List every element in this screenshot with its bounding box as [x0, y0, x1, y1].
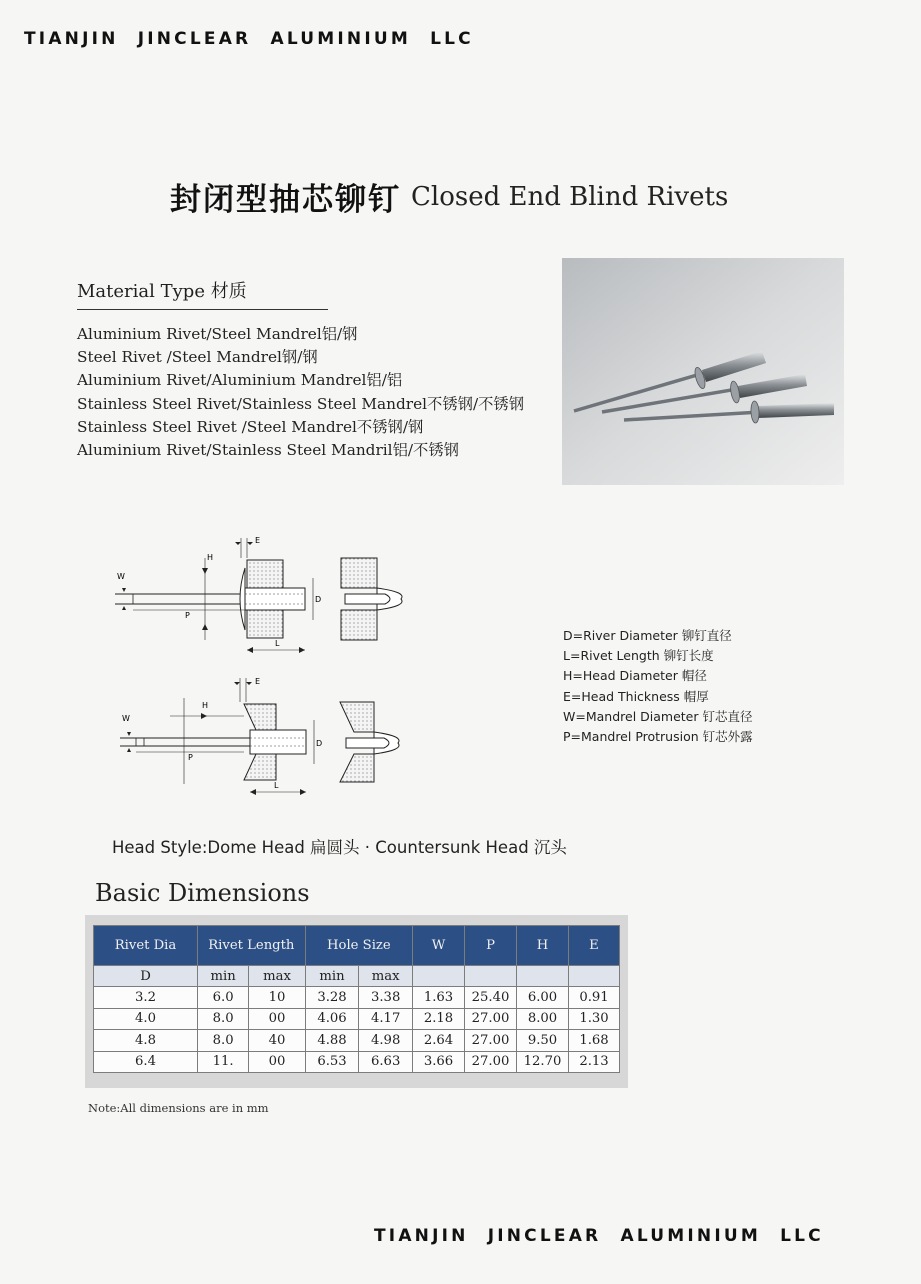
dimensions-table [93, 925, 620, 1073]
table-cell: 12.70 [517, 1051, 569, 1073]
dimensions-heading: Basic Dimensions [95, 879, 310, 907]
table-cell: 4.88 [305, 1030, 359, 1052]
table-cell: 25.40 [465, 987, 517, 1009]
dome-head-diagram [105, 530, 425, 660]
table-cell: 9.50 [517, 1030, 569, 1052]
dim-label-e: E [255, 677, 261, 686]
table-row [94, 1051, 620, 1073]
table-cell: 00 [249, 1051, 305, 1073]
legend-item: L=Rivet Length 铆钉长度 [563, 648, 714, 664]
table-cell: 40 [249, 1030, 305, 1052]
table-row [94, 987, 620, 1009]
table-cell: 1.68 [569, 1030, 620, 1052]
legend-item: W=Mandrel Diameter 钉芯直径 [563, 708, 753, 724]
dim-label-p: P [188, 753, 193, 762]
table-row [94, 1030, 620, 1052]
company-name-bottom: TIANJIN JINCLEAR ALUMINIUM LLC [374, 1226, 824, 1246]
table-cell: 1.63 [413, 987, 465, 1009]
table-cell: 4.06 [305, 1008, 359, 1030]
col-header: P [465, 926, 517, 966]
sub-header: max [359, 966, 413, 987]
material-heading: Material Type 材质 [77, 277, 328, 310]
title-english: Closed End Blind Rivets [411, 181, 729, 212]
product-photo [562, 258, 844, 485]
dim-label-l: L [274, 781, 279, 790]
table-cell: 3.28 [305, 987, 359, 1009]
sub-header: D [94, 966, 198, 987]
table-cell: 3.66 [413, 1051, 465, 1073]
table-cell: 2.64 [413, 1030, 465, 1052]
table-cell: 4.98 [359, 1030, 413, 1052]
table-header-row [94, 926, 620, 966]
legend-item: H=Head Diameter 帽径 [563, 668, 707, 684]
table-row [94, 1008, 620, 1030]
table-cell: 6.0 [198, 987, 249, 1009]
table-cell: 3.2 [94, 987, 198, 1009]
table-cell: 0.91 [569, 987, 620, 1009]
page-title [170, 174, 728, 219]
table-cell: 4.8 [94, 1030, 198, 1052]
sub-header [413, 966, 465, 987]
table-cell: 4.17 [359, 1008, 413, 1030]
table-cell: 4.0 [94, 1008, 198, 1030]
table-cell: 8.0 [198, 1008, 249, 1030]
legend-item: D=River Diameter 铆钉直径 [563, 628, 732, 643]
dimensions-note: Note:All dimensions are in mm [88, 1101, 269, 1115]
material-item: Aluminium Rivet/Aluminium Mandrel铝/铝 [77, 371, 403, 390]
company-name-top: TIANJIN JINCLEAR ALUMINIUM LLC [24, 29, 474, 49]
material-item: Stainless Steel Rivet /Steel Mandrel不锈钢/钢 [77, 417, 424, 436]
table-cell: 8.0 [198, 1030, 249, 1052]
table-subheader-row [94, 966, 620, 987]
table-cell: 8.00 [517, 1008, 569, 1030]
col-header: H [517, 926, 569, 966]
dim-label-d: D [316, 739, 323, 748]
dim-label-d: D [315, 595, 322, 604]
sub-header: max [249, 966, 305, 987]
sub-header: min [305, 966, 359, 987]
sub-header: min [198, 966, 249, 987]
dim-label-h: H [207, 553, 214, 562]
legend-item: P=Mandrel Protrusion 钉芯外露 [563, 729, 753, 745]
dim-label-h: H [202, 701, 209, 710]
table-cell: 6.00 [517, 987, 569, 1009]
dim-label-l: L [275, 639, 280, 648]
table-cell: 10 [249, 987, 305, 1009]
sub-header [517, 966, 569, 987]
dimensions-table-frame [85, 915, 628, 1088]
material-item: Steel Rivet /Steel Mandrel钢/钢 [77, 348, 318, 367]
table-cell: 6.63 [359, 1051, 413, 1073]
material-list [77, 323, 524, 462]
col-header: Hole Size [305, 926, 412, 966]
table-cell: 27.00 [465, 1008, 517, 1030]
material-item: Stainless Steel Rivet/Stainless Steel Mandrel不锈钢/不锈钢 [77, 394, 524, 413]
table-cell: 3.38 [359, 987, 413, 1009]
table-cell: 2.13 [569, 1051, 620, 1073]
col-header: W [413, 926, 465, 966]
dim-label-p: P [185, 611, 190, 620]
sub-header [569, 966, 620, 987]
table-cell: 27.00 [465, 1051, 517, 1073]
dimension-legend [563, 626, 753, 747]
countersunk-head-diagram [110, 672, 430, 802]
table-cell: 6.4 [94, 1051, 198, 1073]
table-cell: 1.30 [569, 1008, 620, 1030]
table-cell: 11. [198, 1051, 249, 1073]
col-header: Rivet Length [198, 926, 306, 966]
head-style-text: Head Style:Dome Head 扁圆头 · Countersunk Head 沉头 [112, 838, 567, 857]
table-cell: 2.18 [413, 1008, 465, 1030]
sub-header [465, 966, 517, 987]
table-cell: 6.53 [305, 1051, 359, 1073]
dim-label-w: W [117, 572, 125, 581]
col-header: Rivet Dia [94, 926, 198, 966]
title-chinese: 封闭型抽芯铆钉 [170, 182, 401, 218]
table-cell: 27.00 [465, 1030, 517, 1052]
dim-label-e: E [255, 536, 261, 545]
material-item: Aluminium Rivet/Stainless Steel Mandril铝/不锈钢 [77, 441, 459, 460]
col-header: E [569, 926, 620, 966]
material-item: Aluminium Rivet/Steel Mandrel铝/钢 [77, 325, 358, 343]
legend-item: E=Head Thickness 帽厚 [563, 688, 709, 704]
dim-label-w: W [122, 714, 130, 723]
table-cell: 00 [249, 1008, 305, 1030]
